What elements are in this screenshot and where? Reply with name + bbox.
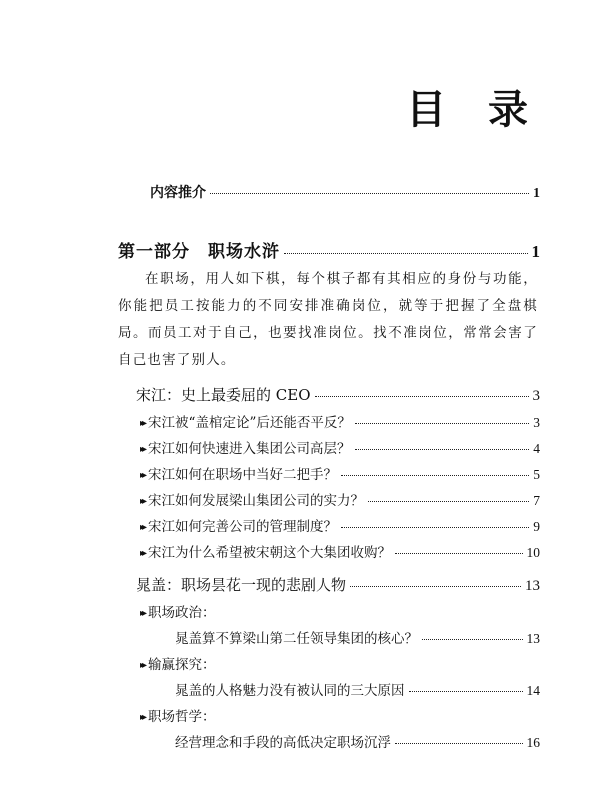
- leader-dots: [284, 253, 528, 254]
- chapter-page: 3: [532, 388, 540, 404]
- subhead-label: 职场政治：: [148, 605, 216, 621]
- toc-item[interactable]: [140, 463, 540, 483]
- chapter-label: 晁盖：职场昙花一现的悲剧人物: [136, 576, 347, 594]
- toc-item[interactable]: [140, 437, 540, 457]
- double-arrow-icon: ▸▸: [140, 548, 145, 559]
- double-arrow-icon: ▸▸: [140, 418, 145, 429]
- leader-dots: [409, 691, 523, 692]
- double-arrow-icon: ▸▸: [140, 522, 145, 533]
- item-page: 13: [526, 631, 540, 646]
- chapter-page: 13: [525, 578, 540, 594]
- item-label: 宋江为什么希望被宋朝这个大集团收购？: [148, 545, 392, 561]
- double-arrow-icon: ▸▸: [140, 470, 145, 481]
- item-label: 宋江被“盖棺定论”后还能否平反？: [148, 415, 351, 431]
- leader-dots: [368, 501, 529, 502]
- toc-entry-recommendation[interactable]: [150, 182, 540, 202]
- toc-chapter-songjiang[interactable]: [136, 384, 540, 405]
- toc-subhead: [140, 601, 216, 621]
- item-label: 晁盖的人格魅力没有被认同的三大原因: [175, 683, 405, 699]
- leader-dots: [341, 527, 529, 528]
- subhead-label: 输赢探究：: [148, 657, 216, 673]
- item-page: 10: [526, 545, 540, 560]
- item-page: 16: [526, 735, 540, 750]
- chapter-label: 宋江：史上最委屈的 CEO: [136, 386, 311, 404]
- leader-dots: [395, 743, 523, 744]
- leader-dots: [210, 193, 529, 194]
- part-page: 1: [531, 242, 540, 261]
- item-page: 7: [533, 493, 540, 508]
- toc-subhead: [140, 653, 216, 673]
- leader-dots: [422, 639, 523, 640]
- leader-dots: [315, 396, 529, 397]
- toc-part-1[interactable]: [118, 237, 540, 262]
- toc-item[interactable]: [140, 541, 540, 561]
- part-title-label: 第一部分 职场水浒: [118, 242, 280, 262]
- item-page: 9: [533, 519, 540, 534]
- item-label: 宋江如何发展梁山集团公司的实力？: [148, 493, 365, 509]
- item-label: 晁盖算不算梁山第二任领导集团的核心？: [175, 631, 418, 647]
- toc-entry-label: 内容推介: [150, 185, 206, 201]
- leader-dots: [395, 553, 522, 554]
- toc-item[interactable]: [140, 515, 540, 535]
- double-arrow-icon: ▸▸: [140, 712, 145, 723]
- toc-chapter-chaogai[interactable]: [136, 574, 540, 595]
- leader-dots: [341, 475, 529, 476]
- item-label: 经营理念和手段的高低决定职场沉浮: [175, 735, 391, 751]
- toc-item[interactable]: [175, 627, 540, 647]
- toc-item[interactable]: [140, 489, 540, 509]
- item-label: 宋江如何快速进入集团公司高层？: [148, 441, 351, 457]
- toc-entry-page: 1: [533, 186, 540, 201]
- item-page: 3: [533, 415, 540, 430]
- item-label: 宋江如何在职场中当好二把手？: [148, 467, 338, 483]
- item-label: 宋江如何完善公司的管理制度？: [148, 519, 338, 535]
- leader-dots: [355, 423, 529, 424]
- double-arrow-icon: ▸▸: [140, 608, 145, 619]
- toc-item[interactable]: [175, 731, 540, 751]
- item-page: 5: [533, 467, 540, 482]
- toc-subhead: [140, 705, 216, 725]
- subhead-label: 职场哲学：: [148, 709, 216, 725]
- double-arrow-icon: ▸▸: [140, 444, 145, 455]
- page-title: 目 录: [406, 86, 542, 133]
- item-page: 4: [533, 441, 540, 456]
- item-page: 14: [526, 683, 540, 698]
- leader-dots: [350, 586, 521, 587]
- leader-dots: [355, 449, 530, 450]
- double-arrow-icon: ▸▸: [140, 496, 145, 507]
- toc-item[interactable]: [140, 411, 540, 431]
- part-intro-text: 在职场，用人如下棋，每个棋子都有其相应的身份与功能，你能把员工按能力的不同安排准确岗位，就等于把握了全盘棋局。而员工对于自己，也要找准岗位。找不准岗位，常常会害了自己也害了别人。: [118, 271, 538, 368]
- toc-item[interactable]: [175, 679, 540, 699]
- double-arrow-icon: ▸▸: [140, 660, 145, 671]
